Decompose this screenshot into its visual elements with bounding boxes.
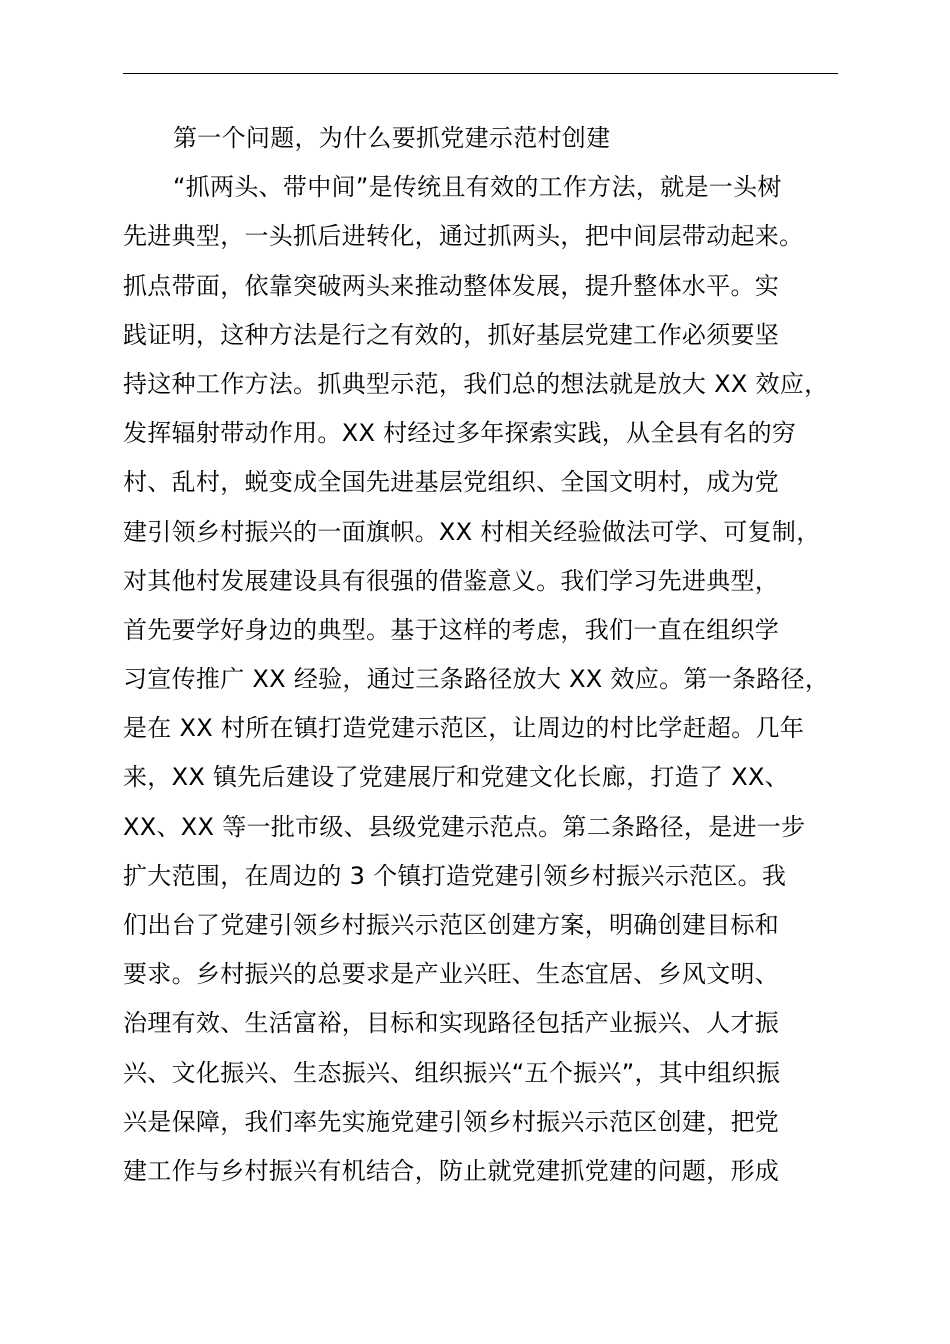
paragraph-line: 建工作与乡村振兴有机结合，防止就党建抓党建的问题，形成: [123, 1156, 780, 1185]
paragraph-line: XX、XX 等一批市级、县级党建示范点。第二条路径，是进一步: [123, 812, 806, 841]
document-body: [123, 114, 853, 1196]
paragraph-line: 兴、文化振兴、生态振兴、组织振兴“五个振兴”，其中组织振: [123, 1058, 781, 1087]
paragraph-line: 们出台了党建引领乡村振兴示范区创建方案，明确创建目标和: [123, 911, 780, 939]
paragraph-line: 习宣传推广 XX 经验，通过三条路径放大 XX 效应。第一条路径，: [123, 665, 830, 694]
paragraph-line: 对其他村发展建设具有很强的借鉴意义。我们学习先进典型，: [123, 566, 780, 595]
section-heading: 第一个问题，为什么要抓党建示范村创建: [173, 124, 611, 152]
paragraph-line: 来，XX 镇先后建设了党建展厅和党建文化长廊，打造了 XX、: [123, 763, 790, 792]
paragraph-line: 首先要学好身边的典型。基于这样的考虑，我们一直在组织学: [123, 615, 780, 644]
paragraph-line: 是在 XX 村所在镇打造党建示范区，让周边的村比学赶超。几年: [123, 714, 805, 743]
paragraph-line: 践证明，这种方法是行之有效的，抓好基层党建工作必须要坚: [123, 320, 780, 349]
paragraph-line: 村、乱村，蜕变成全国先进基层党组织、全国文明村，成为党: [123, 468, 780, 497]
header-rule: [123, 73, 838, 74]
paragraph-line: 扩大范围，在周边的 3 个镇打造党建引领乡村振兴示范区。我: [123, 861, 787, 890]
paragraph-line: 发挥辐射带动作用。XX 村经过多年探索实践，从全县有名的穷: [123, 419, 797, 448]
paragraph-line: 抓点带面，依靠突破两头来推动整体发展，提升整体水平。实: [123, 271, 780, 300]
paragraph-line: 建引领乡村振兴的一面旗帜。XX 村相关经验做法可学、可复制，: [123, 517, 821, 546]
paragraph-line: 治理有效、生活富裕，目标和实现路径包括产业振兴、人才振: [123, 1009, 780, 1038]
paragraph-line: 要求。乡村振兴的总要求是产业兴旺、生态宜居、乡风文明、: [123, 960, 780, 989]
paragraph-line: 持这种工作方法。抓典型示范，我们总的想法就是放大 XX 效应，: [123, 369, 829, 398]
paragraph-line: “抓两头、带中间”是传统且有效的工作方法，就是一头树: [173, 173, 782, 202]
paragraph-line: 先进典型，一头抓后进转化，通过抓两头，把中间层带动起来。: [123, 222, 804, 251]
paragraph-line: 兴是保障，我们率先实施党建引领乡村振兴示范区创建，把党: [123, 1107, 780, 1136]
